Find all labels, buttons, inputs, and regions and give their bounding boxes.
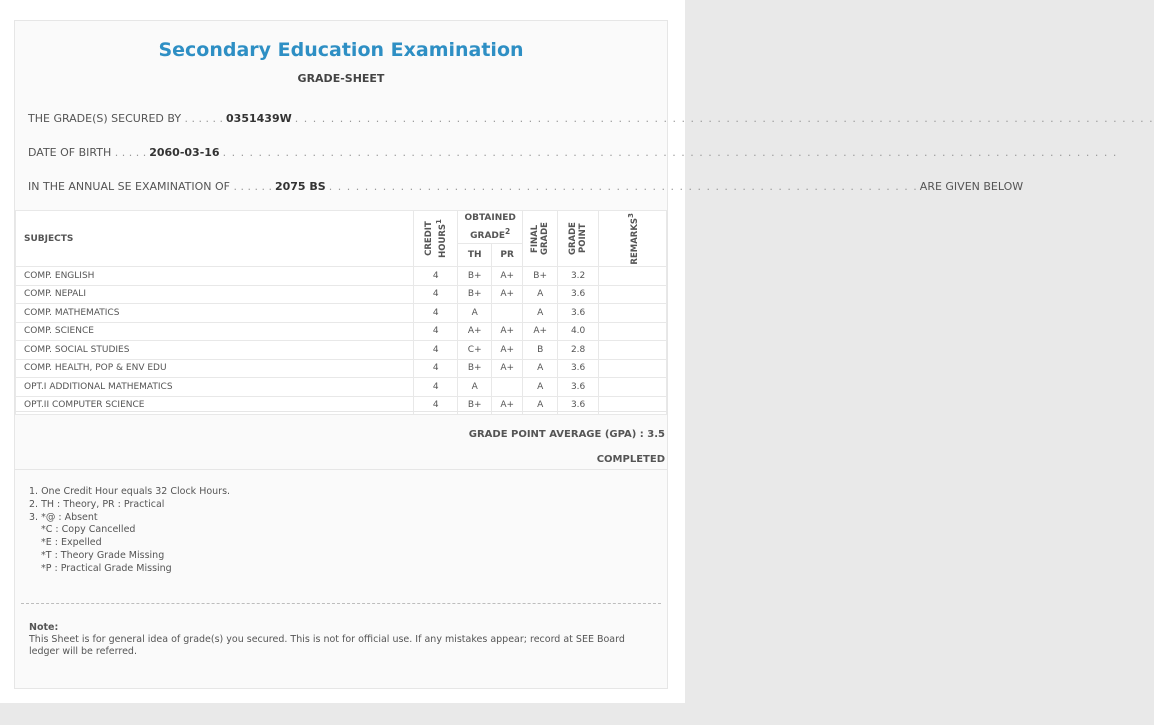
table-row (16, 359, 667, 378)
gpa-summary: GRADE POINT AVERAGE (GPA) : 3.5 (468, 429, 665, 440)
credit-cell: 4 (414, 378, 458, 397)
remarks-cell (599, 322, 667, 341)
footnote-line: *T : Theory Grade Missing (41, 549, 165, 561)
grade-point-cell: 3.6 (558, 304, 599, 323)
pr-grade-cell: A+ (492, 285, 523, 304)
subject-cell: COMP. SCIENCE (16, 322, 414, 341)
pr-grade-cell (492, 378, 523, 397)
th-grade-cell: A (458, 304, 492, 323)
th-grade-cell: B+ (458, 359, 492, 378)
th-grade-cell: B+ (458, 267, 492, 286)
exam-year: 2075 BS (274, 180, 326, 193)
final-grade-cell: A (523, 285, 558, 304)
dob-value: 2060-03-16 (149, 146, 220, 159)
exam-row: IN THE ANNUAL SE EXAMINATION OF . . . . . . 2075 BS . . . . . . . . . . . . . . . . . . . . . . . . . . . . . . . . . . . . . . . . . . . . . . . . . . . . . . . . . . . . . . . . . . ARE GIVEN BELOW (28, 180, 1024, 193)
subject-cell: COMP. ENGLISH (16, 267, 414, 286)
grade-point-cell: 2.8 (558, 341, 599, 360)
pr-grade-cell (492, 304, 523, 323)
grade-point-cell: 3.6 (558, 396, 599, 415)
grades-table (15, 210, 667, 415)
credit-cell: 4 (414, 396, 458, 415)
credit-cell: 4 (414, 322, 458, 341)
pr-grade-cell: A+ (492, 359, 523, 378)
subject-cell: OPT.I ADDITIONAL MATHEMATICS (16, 378, 414, 397)
subject-cell: COMP. HEALTH, POP & ENV EDU (16, 359, 414, 378)
th-grade-cell: B+ (458, 396, 492, 415)
footnote-line: 1. One Credit Hour equals 32 Clock Hours. (29, 486, 231, 497)
pr-grade-cell: A+ (492, 267, 523, 286)
th-grade-cell: C+ (458, 341, 492, 360)
secured-by-label: THE GRADE(S) SECURED BY (28, 112, 182, 125)
th-grade-cell: A (458, 378, 492, 397)
final-grade-cell: A (523, 378, 558, 397)
col-pr: PR (492, 244, 523, 267)
dashed-divider (21, 603, 661, 604)
col-th: TH (458, 244, 492, 267)
grade-point-cell: 3.6 (558, 378, 599, 397)
col-remarks: REMARKS$^3$ (599, 211, 667, 267)
col-obtained-grade: OBTAINED GRADE$^2$ (458, 211, 523, 244)
footnote-line: *E : Expelled (41, 537, 102, 549)
credit-cell: 4 (414, 359, 458, 378)
sheet-subtitle: GRADE-SHEET (297, 72, 385, 85)
pr-grade-cell: A+ (492, 341, 523, 360)
final-grade-cell: A+ (523, 322, 558, 341)
grade-point-cell: 3.2 (558, 267, 599, 286)
table-row (16, 285, 667, 304)
subject-cell: OPT.II COMPUTER SCIENCE (16, 396, 414, 415)
grade-point-cell: 3.6 (558, 359, 599, 378)
table-row (16, 304, 667, 323)
pr-grade-cell: A+ (492, 396, 523, 415)
footnote-line: *C : Copy Cancelled (41, 524, 136, 536)
credit-cell: 4 (414, 304, 458, 323)
symbol-number: 0351439W (226, 112, 292, 125)
subject-cell: COMP. NEPALI (16, 285, 414, 304)
final-grade-cell: B (523, 341, 558, 360)
col-final-grade: FINAL GRADE (523, 211, 558, 267)
table-row (16, 378, 667, 397)
exam-title: Secondary Education Examination (158, 39, 524, 61)
table-row (16, 267, 667, 286)
final-grade-cell: A (523, 304, 558, 323)
secured-by-row: THE GRADE(S) SECURED BY . . . . . . 0351439W . . . . . . . . . . . . . . . . . . . . . . . . . . . . . . . . . . . . . . . . . . . . . . . . . . . . . . . . . . . . . . . . . . . . . . . . . . . . . . . . . . . . . . . . . . . . . . . . (28, 112, 1154, 125)
remarks-cell (599, 304, 667, 323)
th-grade-cell: B+ (458, 285, 492, 304)
grade-sheet (14, 20, 1154, 689)
summary-divider (15, 469, 667, 470)
dob-row: DATE OF BIRTH . . . . . 2060-03-16 . . . . . . . . . . . . . . . . . . . . . . . . . . . . . . . . . . . . . . . . . . . . . . . . . . . . . . . . . . . . . . . . . . . . . . . . . . . . . . . . . . . . . . . . . . . . . . . . . . . . (28, 146, 1118, 159)
final-grade-cell: A (523, 396, 558, 415)
final-grade-cell: A (523, 359, 558, 378)
note-block (29, 622, 651, 658)
dob-label: DATE OF BIRTH (28, 146, 112, 159)
credit-cell: 4 (414, 285, 458, 304)
exam-tail: ARE GIVEN BELOW (919, 180, 1024, 193)
grade-point-cell: 4.0 (558, 322, 599, 341)
remarks-cell (599, 378, 667, 397)
col-credit-hours: CREDIT HOURS$^1$ (414, 211, 458, 267)
note-text: This Sheet is for general idea of grade(s) you secured. This is not for official use. If any mistakes appear; record at SEE Board ledger will be referred. (29, 634, 625, 657)
col-grade-point: GRADE POINT (558, 211, 599, 267)
credit-cell: 4 (414, 267, 458, 286)
result-status: COMPLETED (596, 454, 665, 465)
exam-label: IN THE ANNUAL SE EXAMINATION OF (28, 180, 230, 193)
table-bottom-divider (15, 411, 667, 412)
footnote-line: 3. *@ : Absent (29, 511, 98, 523)
final-grade-cell: B+ (523, 267, 558, 286)
table-row (16, 322, 667, 341)
pr-grade-cell: A+ (492, 322, 523, 341)
remarks-cell (599, 341, 667, 360)
subject-cell: COMP. SOCIAL STUDIES (16, 341, 414, 360)
grade-point-cell: 3.6 (558, 285, 599, 304)
footnotes (29, 486, 230, 576)
remarks-cell (599, 267, 667, 286)
th-grade-cell: A+ (458, 322, 492, 341)
table-row (16, 341, 667, 360)
footnote-line: 2. TH : Theory, PR : Practical (29, 498, 165, 510)
remarks-cell (599, 359, 667, 378)
remarks-cell (599, 285, 667, 304)
credit-cell: 4 (414, 341, 458, 360)
subject-cell: COMP. MATHEMATICS (16, 304, 414, 323)
footnote-line: *P : Practical Grade Missing (41, 562, 172, 574)
col-subjects: SUBJECTS (16, 211, 414, 267)
note-heading: Note: (29, 622, 59, 633)
